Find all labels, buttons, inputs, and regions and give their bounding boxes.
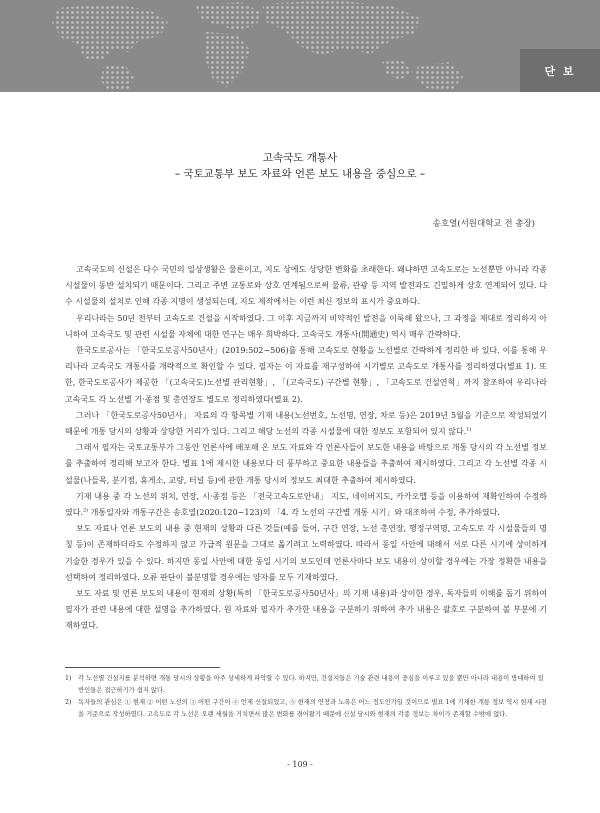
article-subtitle: – 국토교통부 보도 자료와 언론 보도 내용을 중심으로 – bbox=[174, 168, 426, 180]
footnote-text: 각 노선별 건설지를 분석하면 개통 당시의 상황을 아주 상세하게 파악할 수 있다. 하지만, 건설지들은 기술 관련 내용이 중심을 이루고 있을 뿐만 아니라 내용이 방대하여 일반인들은 접근하기가 쉽지 않다. bbox=[78, 675, 544, 694]
footnote-ref[interactable]: 1) bbox=[466, 426, 472, 433]
paragraph bbox=[65, 408, 547, 440]
footnote-text: 독자들의 관심은 ① 현재 ② 어떤 노선의 ③ 어떤 구간이 ④ 언제 신설되었고, ⑤ 현재의 연장과 노폭은 어느 정도인가일 것이므로 별표 1에 기재한 개통 정보 역시 현재 시점을 기준으로 작성하였다. 고속도로 각 노선은 오랜 세월을 거치면서 많은 변화를 겪어왔기 때문에 신설 당시와 현재의 각종 정보는 차이가 존재할 수밖에 없다. bbox=[78, 699, 547, 718]
footnotes bbox=[65, 673, 547, 721]
footnote bbox=[65, 673, 547, 696]
paragraph: 보도 자료나 언론 보도의 내용 중 현재의 상황과 다른 것들(예를 들어, 구간 연장, 노선 총연장, 행정구역명, 고속도로 각 시설물들의 명칭 등)이 존재하더라도 수정하지 않고 가급적 원문을 그대로 옮기려고 노력하였다. 따라서 동일 사안에 대해서 서로 다른 시기에 상이하게 기술한 경우가 있을 수 있다. 하지만 동일 사안에 대한 동일 시기의 보도인데 언론사마다 보도 내용이 상이할 경우에는 가장 정확한 내용을 선택하여 정리하였다. 오류 판단이 불분명할 경우에는 양자를 모두 기재하였다. bbox=[65, 524, 547, 582]
footnote-number: 2) bbox=[65, 699, 72, 707]
world-map-pattern bbox=[0, 0, 600, 92]
page-number: - 109 - bbox=[287, 760, 313, 769]
paragraph: 그래서 필자는 국토교통부가 그동안 언론사에 배포해 온 보도 자료와 각 언론사들이 보도한 내용을 바탕으로 개통 당시의 각 노선별 정보를 추출하여 정리해 보고자 한다. 별표 1에 제시한 내용보다 더 풍부하고 중요한 내용들을 추출하여 제시하였다. 그리고 각 노선별 각종 시설물(나들목, 분기점, 휴게소, 교량, 터널 등)에 관한 개통 당시의 정보도 최대한 추출하여 제시하였다. bbox=[65, 443, 547, 485]
paragraph: 보도 자료 및 언론 보도의 내용이 현재의 상황(특히 「한국도로공사50년사」의 기재 내용)과 상이한 경우, 독자들의 이해를 돕기 위하여 필자가 관련 내용에 대한 설명을 추가하였다. 원 자료와 필자가 추가한 내용을 구분하기 위하여 추가 내용은 괄호로 구분하여 볼 부분에 기재하였다. bbox=[65, 589, 547, 631]
article-body bbox=[65, 262, 547, 635]
header-band bbox=[0, 0, 600, 92]
paragraph: 한국도로공사는 「한국도로공사50년사」(2019:502~506)를 통해 고속도로 현황을 노선별로 간략하게 정리한 바 있다. 이를 통해 우리나라 고속국도 개통사를 개략적으로 확인할 수 있다. 필자는 이 자료를 재구성하여 시기별로 고속도로 개통사를 정리하였다(별표 1). 또한, 한국도로공사가 제공한 「(고속국도)노선별 관리현황」, 「(고속국도) 구간별 현황」, 「고속도로 건설연혁」까지 참조하여 우리나라 고속국도 각 노선별 기·종점 및 총연장도 별도로 정리하였다(별표 2). bbox=[65, 346, 547, 404]
paragraph-text: 기재 내용 중 각 노선의 위치, 연장, 시·종점 등은 「전국고속도로안내」 지도, 네이버지도, 카카오맵 등을 이용하여 재확인하여 수정하였다. bbox=[65, 491, 547, 518]
footnote-ref[interactable]: 2) bbox=[83, 507, 89, 514]
section-label: 단 보 bbox=[520, 49, 600, 92]
footnote bbox=[65, 697, 547, 720]
article-author: 송호열(서원대학교 전 총장) bbox=[432, 219, 535, 229]
footnote-divider bbox=[65, 667, 220, 668]
paragraph: 고속국도의 신설은 다수 국민의 일상생활은 물론이고, 지도 상에도 상당한 변화를 초래한다. 왜냐하면 고속도로는 노선뿐만 아니라 각종 시설물이 동반 설치되기 때문이다. 그리고 주변 교통로와 상호 연계됨으로써 물류, 관광 등 지역 발전과도 긴밀하게 상호 연계되어 있다. 다수 시설물의 설치로 인해 각종 지명이 생성되는데, 지도 제작에서는 이런 최신 정보의 표시가 중요하다. bbox=[65, 265, 547, 307]
footnote-number: 1) bbox=[65, 675, 72, 682]
paragraph-text: 그러나 「한국도로공사50년사」 자료의 각 항목별 기재 내용(노선번호, 노선명, 연장, 차로 등)은 2019년 5월을 기준으로 작성되었기 때문에 개통 당시의 상황과 상당한 거리가 있다. 그리고 해당 노선의 각종 시설물에 대한 정보도 포함되어 있지 않다. bbox=[65, 410, 547, 437]
paragraph: 우리나라는 50년 전부터 고속도로 건설을 시작하였다. 그 이후 지금까지 비약적인 발전을 이룩해 왔으나, 그 과정을 제대로 정리하지 아니하여 고속국도 및 관련 시설물 자체에 대한 연구는 매우 희박하다. 고속국도 개통사(開通史) 역시 매우 간략하다. bbox=[65, 313, 547, 339]
paragraph bbox=[65, 489, 547, 521]
article-title: 고속국도 개통사 bbox=[262, 152, 338, 164]
paragraph-text: 개통일자와 개통구간은 송호열(2020:120~123)의 「4. 각 노선의 구간별 개통 시기」와 대조하여 수정, 추가하였다. bbox=[88, 508, 500, 518]
